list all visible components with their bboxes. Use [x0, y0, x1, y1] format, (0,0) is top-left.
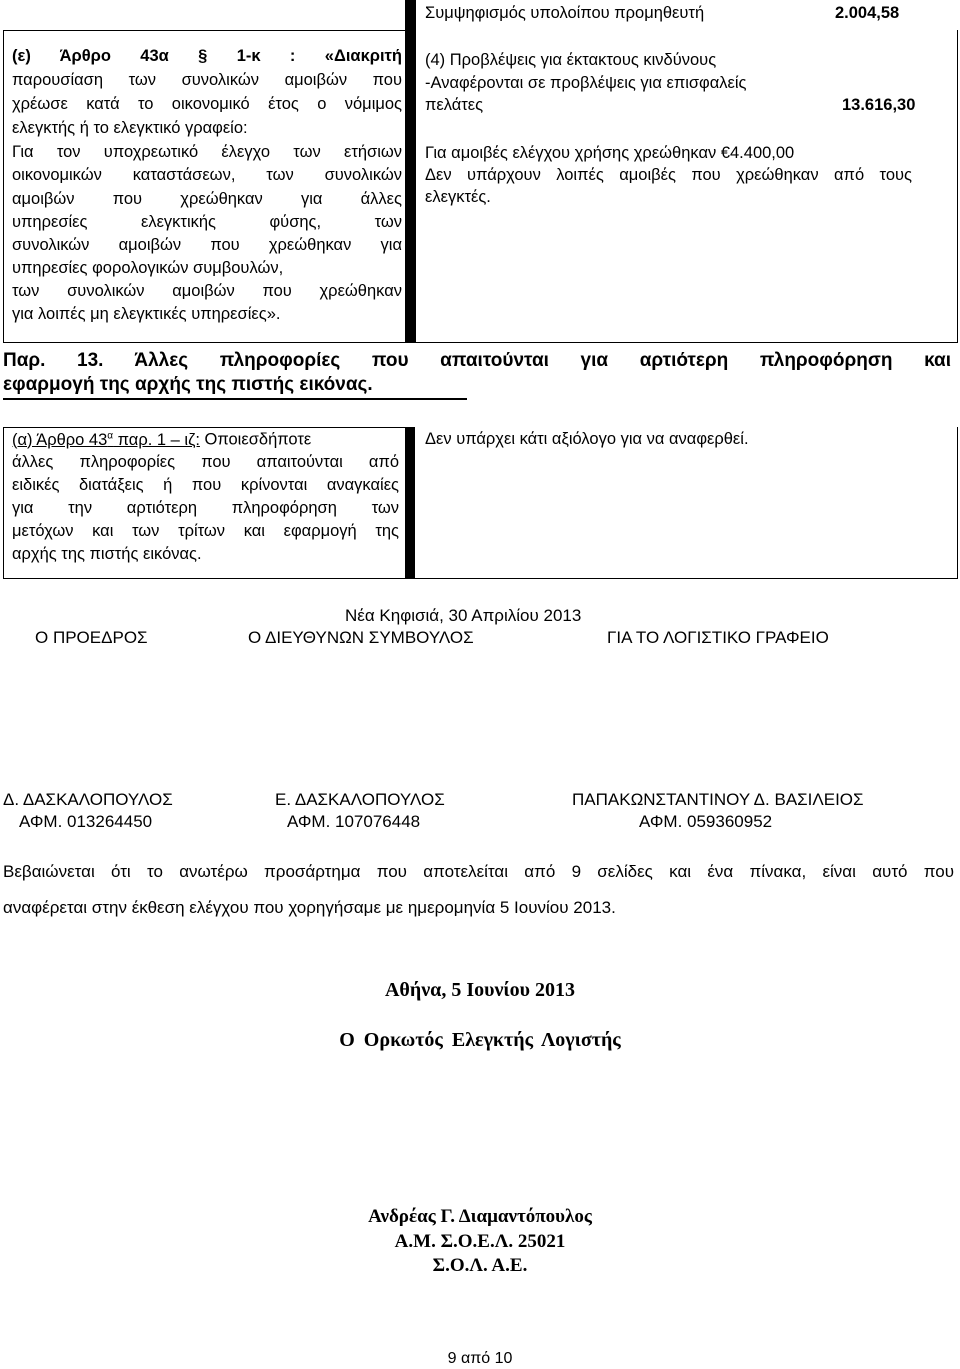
other-fees-text: ελεγκτές.	[425, 188, 491, 206]
other-fees-text: Δεν υπάρχουν λοιπές αμοιβές που χρεώθηκαν από τους	[425, 166, 912, 184]
auditor-place-date: Αθήνα, 5 Ιουνίου 2013	[384, 979, 576, 1001]
role-president: Ο ΠΡΟΕΔΡΟΣ	[35, 628, 148, 647]
signer-tax-id: ΑΦΜ. 059360952	[639, 812, 773, 831]
signing-place-date: Νέα Κηφισιά, 30 Απριλίου 2013	[345, 606, 582, 625]
audit-fees-text: Για αμοιβές ελέγχου χρήσης χρεώθηκαν €4.400,00	[425, 144, 795, 162]
article-e-line: των συνολικών αμοιβών που χρεώθηκαν	[12, 282, 402, 300]
article-e-line: παρουσίαση των συνολικών αμοιβών που	[12, 71, 402, 89]
table-rule	[3, 427, 4, 579]
role-ceo: Ο ΔΙΕΥΘΥΝΩΝ ΣΥΜΒΟΥΛΟΣ	[248, 628, 474, 647]
article-e-line: οικονομικών καταστάσεων, των συνολικών	[12, 166, 402, 184]
table-rule	[3, 342, 958, 343]
article-e-line: αμοιβών που χρεώθηκαν για άλλες	[12, 190, 402, 208]
article-a-answer: Δεν υπάρχει κάτι αξιόλογο για να αναφερθεί.	[425, 430, 749, 448]
column-divider	[405, 0, 416, 343]
page-number: 9 από 10	[447, 1350, 513, 1367]
signer-name: ΠΑΠΑΚΩΝΣΤΑΝΤΙΝΟΥ Δ. ΒΑΣΙΛΕΙΟΣ	[572, 790, 864, 809]
table-rule	[957, 30, 958, 343]
role-accounting-office: ΓΙΑ ΤΟ ΛΟΓΙΣΤΙΚΟ ΓΡΑΦΕΙΟ	[607, 628, 829, 647]
provisions-text: -Αναφέρονται σε προβλέψεις για επισφαλείς	[425, 74, 747, 92]
table-rule	[957, 427, 958, 579]
provisions-value: 13.616,30	[842, 96, 916, 114]
article-e-line: Για τον υποχρεωτικό έλεγχο των ετήσιων	[12, 143, 402, 161]
table-rule	[3, 30, 4, 343]
article-a-line: άλλες πληροφορίες που απαιτούνται από	[12, 453, 399, 471]
signer-name: Δ. ΔΑΣΚΑΛΟΠΟΥΛΟΣ	[3, 790, 173, 809]
article-e-line: υπηρεσίες ελεγκτικής φύσης, των	[12, 213, 402, 231]
article-e-line: χρέωσε κατά το οικονομικό έτος ο νόμιμος	[12, 95, 402, 113]
column-divider	[405, 427, 415, 579]
article-a-line: για την αρτιότερη πληροφόρηση των	[12, 499, 399, 517]
signer-name: Ε. ΔΑΣΚΑΛΟΠΟΥΛΟΣ	[275, 790, 445, 809]
certification-text: Βεβαιώνεται ότι το ανωτέρω προσάρτημα που αποτελείται από 9 σελίδες και ένα πίνακα, είναι αυτό που	[3, 862, 954, 881]
article-e-line: υπηρεσίες φορολογικών συμβουλών,	[12, 259, 284, 277]
article-e-line: ελεγκτής ή το ελεγκτικό γραφείο:	[12, 119, 248, 137]
article-a-line: αρχής της πιστής εικόνας.	[12, 545, 202, 563]
article-e-heading: (ε) Άρθρο 43α § 1-κ : «Διακριτή	[12, 47, 402, 65]
table-rule	[3, 30, 406, 31]
article-a-first-line: (α) Άρθρο $43^\alpha$ παρ. 1 – ιζ: Οποιεσδήποτε	[12, 430, 312, 449]
table-rule	[3, 578, 958, 579]
article-e-line: για λοιπές μη ελεγκτικές υπηρεσίες».	[12, 305, 281, 323]
offset-supplier-value: 2.004,58	[835, 4, 900, 22]
table-rule	[3, 427, 405, 428]
section-13-heading-cont: εφαρμογή της αρχής της πιστής εικόνας.	[3, 374, 373, 395]
article-a-line: ειδικές διατάξεις ή που κρίνονται αναγκαίες	[12, 476, 399, 494]
auditor-registration: Α.Μ. Σ.Ο.Ε.Λ. 25021	[394, 1231, 566, 1252]
section-13-heading: Παρ. 13. Άλλες πληροφορίες που απαιτούνται για αρτιότερη πληροφόρηση και	[3, 350, 951, 371]
auditor-title: Ο Ορκωτός Ελεγκτής Λογιστής	[339, 1029, 621, 1051]
certification-text: αναφέρεται στην έκθεση ελέγχου που χορηγήσαμε με ημερομηνία 5 Ιουνίου 2013.	[3, 898, 616, 917]
heading-underline	[3, 398, 467, 400]
auditor-name: Ανδρέας Γ. Διαμαντόπουλος	[368, 1206, 592, 1227]
article-e-line: συνολικών αμοιβών που χρεώθηκαν για	[12, 236, 402, 254]
provisions-label: πελάτες	[425, 96, 484, 114]
provisions-heading: (4) Προβλέψεις για έκτακτους κινδύνους	[425, 51, 717, 69]
offset-supplier-label: Συμψηφισμός υπολοίπου προμηθευτή	[425, 4, 705, 22]
article-a-line: μετόχων και των τρίτων και εφαρμογή της	[12, 522, 399, 540]
auditor-firm: Σ.Ο.Λ. Α.Ε.	[432, 1255, 528, 1276]
signer-tax-id: ΑΦΜ. 013264450	[19, 812, 153, 831]
signer-tax-id: ΑΦΜ. 107076448	[287, 812, 421, 831]
